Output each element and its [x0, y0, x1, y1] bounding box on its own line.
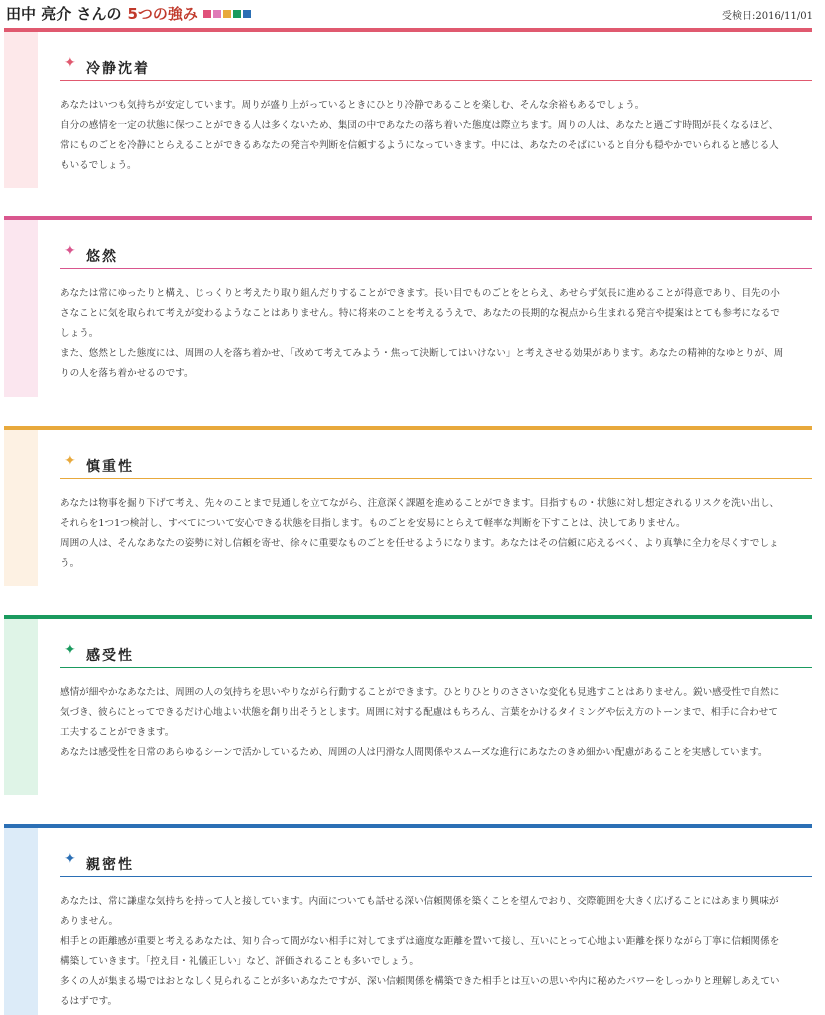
color-squares: [203, 4, 253, 22]
color-square-2: [213, 10, 221, 18]
sparkle-icon: ✦: [64, 851, 76, 867]
section-title: [60, 54, 812, 81]
section-title-label: 冷静沈着: [86, 61, 150, 77]
paragraph: あなたはいつも気持ちが安定しています。周りが盛り上がっているときにひとり冷静であることを楽しむ、そんな余裕もあるでしょう。: [60, 100, 645, 111]
section-body: [60, 683, 786, 763]
section-title-label: 悠然: [86, 249, 118, 265]
paragraph: あなたは、常に謙虚な気持ちを持って人と接しています。内面についても話せる深い信頼関係を築くことを望んでおり、交際範囲を大きく広げることにはあまり興味がありません。: [60, 896, 779, 927]
paragraph: 周囲の人は、そんなあなたの姿勢に対し信頼を寄せ、徐々に重要なものごとを任せるようになります。あなたはその信頼に応えるべく、より真摯に全力を尽くすでしょう。: [60, 538, 779, 569]
sparkle-icon: ✦: [64, 55, 76, 71]
color-square-1: [203, 10, 211, 18]
section-side-bar: [4, 619, 38, 795]
section-title: [60, 641, 812, 668]
color-square-3: [223, 10, 231, 18]
color-square-4: [233, 10, 241, 18]
report-title: [6, 3, 253, 24]
section-body: [60, 494, 786, 574]
strength-section-prudence: [4, 426, 812, 586]
paragraph: あなたは感受性を日常のあらゆるシーンで活かしているため、周囲の人は円滑な人間関係やスムーズな進行にあなたのきめ細かい配慮があることを実感しています。: [60, 747, 768, 758]
section-title-label: 親密性: [86, 857, 134, 873]
person-name: 田中 亮介 さんの: [6, 5, 122, 23]
strength-section-intimacy: [4, 824, 812, 1015]
strengths-heading: 5つの強み: [127, 5, 198, 23]
paragraph: 自分の感情を一定の状態に保つことができる人は多くないため、集団の中であなたの落ち着いた態度は際立ちます。周りの人は、あなたと過ごす時間が長くなるほど、常にものごとを冷静にとらえることができるあなたの発言や判断を信頼するようになっていきます。中には、あなたのそばにいると自分も穏やかでいられると感じる人もいるでしょう。: [60, 120, 779, 171]
section-title: [60, 242, 812, 269]
paragraph: あなたは物事を掘り下げて考え、先々のことまで見通しを立てながら、注意深く課題を進めることができます。目指すもの・状態に対し想定されるリスクを洗い出し、それらを1つ1つ検討し、すべてについて安心できる状態を目指します。ものごとを安易にとらえて軽率な判断を下すことは、決してありません。: [60, 498, 780, 529]
paragraph: 相手との距離感が重要と考えるあなたは、知り合って間がない相手に対してまずは適度な距離を置いて接し、互いにとって心地よい距離を探りながら丁寧に信頼関係を構築していきます。「控え目・礼儀正しい」など、評価されることも多いでしょう。: [60, 936, 780, 967]
strength-section-sensitivity: [4, 615, 812, 795]
paragraph: また、悠然とした態度には、周囲の人を落ち着かせ、「改めて考えてみよう・焦って決断してはいけない」と考えさせる効果があります。あなたの精神的なゆとりが、周りの人を落ち着かせるのです。: [60, 348, 784, 379]
section-side-bar: [4, 430, 38, 586]
section-body: [60, 96, 786, 176]
section-body: [60, 892, 786, 1012]
section-title-label: 感受性: [86, 648, 134, 664]
section-title: [60, 452, 812, 479]
paragraph: あなたは常にゆったりと構え、じっくりと考えたり取り組んだりすることができます。長い目でものごとをとらえ、あせらず気長に進めることが得意であり、目先の小さなことに気を取られて考えが変わるようなことはありません。特に将来のことを考えるうえで、あなたの長期的な視点から生まれる発言や提案はとても参考になるでしょう。: [60, 288, 780, 339]
paragraph: 感情が細やかなあなたは、周囲の人の気持ちを思いやりながら行動することができます。ひとりひとりのささいな変化も見逃すことはありません。鋭い感受性で自然に気づき、彼らにとってできるだけ心地よい状態を創り出そうとします。周囲に対する配慮はもちろん、言葉をかけるタイミングや伝え方のトーンまで、相手に合わせて工夫することができます。: [60, 687, 780, 738]
report-header: [0, 0, 825, 28]
section-side-bar: [4, 220, 38, 397]
strength-section-composure: [4, 216, 812, 397]
section-body: [60, 284, 786, 384]
exam-date: 受検日:2016/11/01: [721, 11, 813, 22]
section-title: [60, 850, 812, 877]
paragraph: 多くの人が集まる場ではおとなしく見られることが多いあなたですが、深い信頼関係を構築できた相手とは互いの思いや内に秘めたパワーをしっかりと理解しあえているはずです。: [60, 976, 780, 1007]
section-side-bar: [4, 32, 38, 188]
section-title-label: 慎重性: [86, 459, 134, 475]
sparkle-icon: ✦: [64, 453, 76, 469]
color-square-5: [243, 10, 251, 18]
section-side-bar: [4, 828, 38, 1015]
sparkle-icon: ✦: [64, 642, 76, 658]
strength-section-calm: [4, 28, 812, 188]
sparkle-icon: ✦: [64, 243, 76, 259]
